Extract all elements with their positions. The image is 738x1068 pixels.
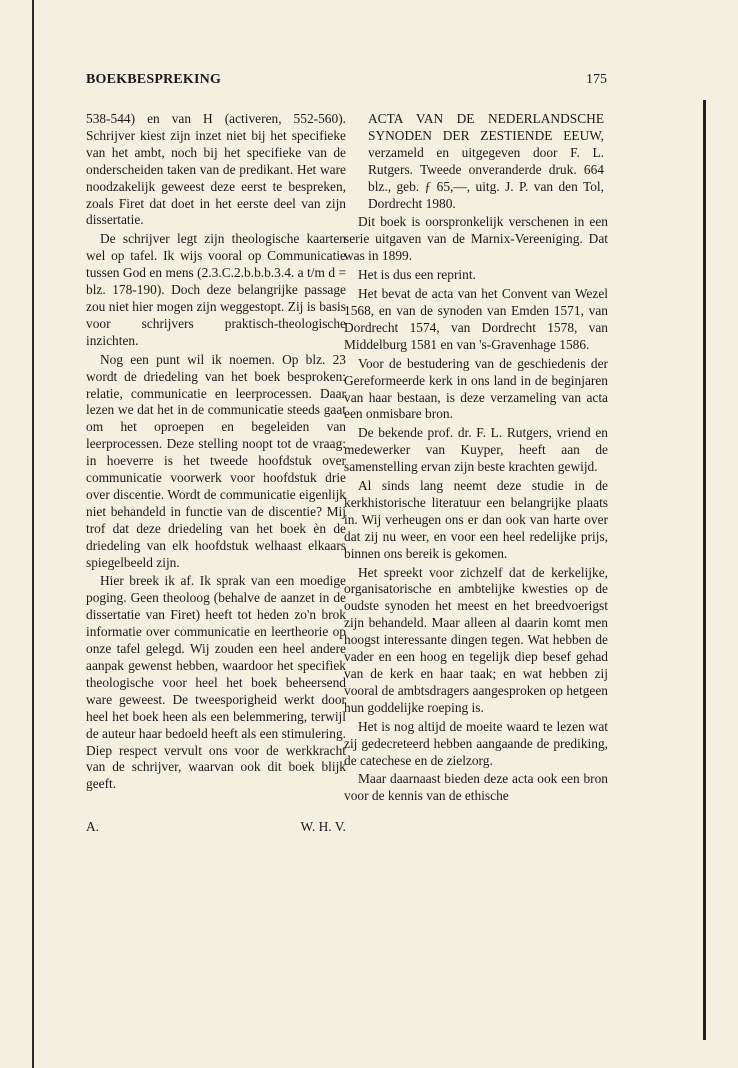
review-signature [86, 819, 346, 836]
paragraph: Al sinds lang neemt deze studie in de kerkhistorische literatuur een belangrijke plaats in. Wij verheugen ons er dan ook van harte over dat zij nu weer, en voor een heel redelijke prijs, binnen ons bereik is gekomen. [344, 478, 608, 561]
book-title-block: ACTA VAN DE NEDERLANDSCHE SYNODEN DER ZESTIENDE EEUW, verzameld en uitgegeven door F. L. Rutgers. Tweede onveranderde druk. 664 blz., geb. ƒ 65,—, uitg. J. P. van den Tol, Dordrecht 1980. [368, 111, 604, 211]
paragraph: Het is nog altijd de moeite waard te lezen wat zij gedecreteerd hebben aangaande de prediking, de catechese en de zielzorg. [344, 718, 608, 768]
left-column [86, 111, 346, 836]
paragraph: Het is dus een reprint. [358, 267, 476, 283]
scan-left-edge [32, 0, 34, 1068]
paragraph: Dit boek is oorspronkelijk verschenen in een serie uitgaven van de Marnix-Vereeniging. Dat was in 1899. [344, 214, 608, 264]
running-header-title: BOEKBESPREKING [86, 72, 222, 87]
paragraph: Het bevat de acta van het Convent van Wezel 1568, en van de synoden van Emden 1571, van Dordrecht 1574, van Dordrecht 1578, van Middelburg 1581 en van 's-Gravenhage 1586. [344, 286, 608, 352]
paragraph: Hier breek ik af. Ik sprak van een moedige poging. Geen theoloog (behalve de aanzet in de dissertatie van Firet) heeft tot heden zo'n brok informatie over communicatie en leertheorie op onze tafel gelegd. Wij zouden een heel andere aanpak gewenst hebben, waardoor het specifiek theologische voor heel het boek beheersend ware geweest. De tweesporigheid werkt door heel het boek heen als een belemmering, terwijl de auteur haar bedoeld heeft als een stimulering. Diep respect vervult ons voor de werkkracht van de schrijver, waarvan ook dit boek blijk geeft. [86, 573, 346, 792]
paragraph: Nog een punt wil ik noemen. Op blz. 23 wordt de driedeling van het boek besproken: relatie, communicatie en leerprocessen. Daar lezen we dat het in de communicatie steeds gaat om het oproepen en begeleiden van leerprocessen. Deze stelling noopt tot de vraag: in hoeverre is het tweede hoofdstuk over communicatie voorwerk voor hoofdstuk drie over discentie. Wordt de communicatie eigenlijk niet behandeld in functie van de discentie? Mij trof dat deze driedeling van het boek èn de driedeling van elk hoofdstuk welhaast elkaars spiegelbeeld zijn. [86, 351, 346, 570]
right-column [344, 111, 608, 807]
signature-place: A. [86, 819, 100, 835]
paragraph: Voor de bestudering van de geschiedenis der Gereformeerde kerk in ons land in de beginjaren van haar bestaan, is deze verzameling van acta een onmisbare bron. [344, 355, 608, 422]
paragraph: De bekende prof. dr. F. L. Rutgers, vriend en medewerker van Kuyper, heeft aan de samenstelling ervan zijn beste krachten gewijd. [344, 425, 608, 475]
scan-right-edge [703, 100, 706, 1040]
paragraph: 538-544) en van H (activeren, 552-560). Schrijver kiest zijn inzet niet bij het specifieke van het ambt, noch bij het specifieke van de onderscheiden taken van de predikant. Het ware noodzakelijk geweest deze eerst te bespreken, zoals Firet dat doet in het eerste deel van zijn dissertatie. [86, 111, 346, 228]
paragraph: Maar daarnaast bieden deze acta ook een bron voor de kennis van de ethische [344, 771, 608, 804]
signature-initials: W. H. V. [300, 819, 346, 835]
paragraph: De schrijver legt zijn theologische kaarten wel op tafel. Ik wijs vooral op Communicatie tussen God en mens (2.3.C.2.b.b.b.3.4. a t/m d = blz. 178-190). Doch deze belangrijke passage zou niet hier mogen zijn weggestopt. Zij is basis voor schrijvers praktisch-theologische inzichten. [86, 231, 346, 348]
page-number: 175 [586, 72, 607, 87]
paragraph: Het spreekt voor zichzelf dat de kerkelijke, organisatorische en ambtelijke kwesties op de oudste synoden het meest en het breedvoerigst zijn behandeld. Maar alleen al daarin komt men hoogst interessante dingen tegen. Wat hebben de vader en een hoog en tegelijk diep besef gehad van de kerk en haar taak; en wat hebben zij vooral de ambtsdragers aangesproken op hetgeen hun goddelijke roeping is. [344, 564, 608, 715]
